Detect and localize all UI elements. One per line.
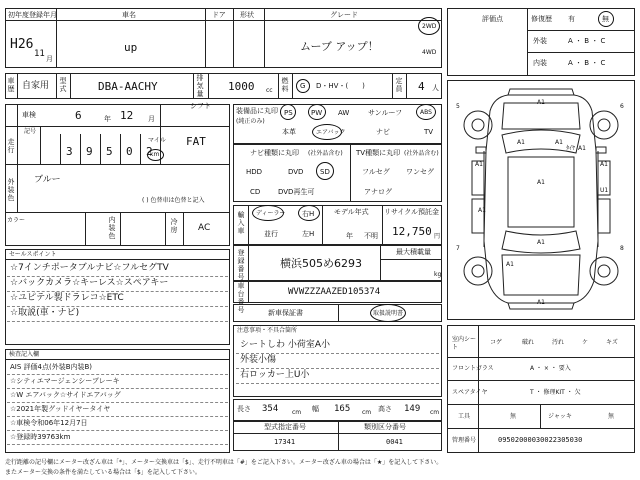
new-car-warranty: 新車保証書 bbox=[268, 309, 303, 317]
max-load-unit: kg bbox=[434, 271, 442, 278]
notes-label: 注意事項・不具合箇所 bbox=[237, 327, 298, 334]
footer-line-2: またメーター交換の条件を満たしている場合は「$」を記入して下さい。 bbox=[5, 469, 201, 476]
tools-label: 工具 bbox=[458, 413, 471, 420]
model-value: DBA-AACHY bbox=[98, 80, 158, 93]
equipment-label: 装備品に丸印 bbox=[236, 107, 278, 115]
class-value: 0041 bbox=[386, 438, 403, 446]
navi-dvd: DVD bbox=[288, 168, 304, 176]
rating-label: 評価点 bbox=[482, 15, 503, 23]
front-glass-label: フロントガラス bbox=[452, 365, 494, 372]
model-year-unit: 年 bbox=[346, 232, 353, 240]
disp-value: 1000 bbox=[228, 80, 255, 93]
cap-label: 定員 bbox=[395, 77, 403, 93]
mark-6: A1 bbox=[537, 179, 545, 186]
inspector-label: 検査記入欄 bbox=[9, 351, 40, 358]
fuel-label: 燃料 bbox=[281, 77, 289, 93]
tv-fullseg: フルセグ bbox=[362, 168, 390, 176]
drive-4wd: 4WD bbox=[422, 49, 437, 56]
model-year-unknown: 不明 bbox=[364, 232, 378, 240]
repair-no: 無 bbox=[602, 15, 609, 23]
inspection-year-unit: 年 bbox=[104, 115, 111, 123]
recycle-yen: 円 bbox=[434, 233, 441, 240]
tire-mark: A1 bbox=[578, 145, 586, 152]
seat-kizu: キズ bbox=[606, 339, 618, 346]
seat-yabure: 破れ bbox=[522, 339, 535, 346]
mark-4: A1 bbox=[475, 161, 483, 168]
mark-9: A1 bbox=[537, 239, 545, 246]
fuel-rest: D・HV・( ) bbox=[316, 82, 365, 90]
width-unit: cm bbox=[362, 409, 372, 416]
length-label: 長さ bbox=[237, 405, 251, 413]
car-diagram bbox=[448, 81, 634, 319]
mark-7: A1 bbox=[478, 207, 486, 214]
point-4: ☆取説(車・ナビ) bbox=[10, 308, 80, 318]
cap-unit: 人 bbox=[432, 84, 439, 92]
inspector-item-4: ☆2021年製グッドイヤータイヤ bbox=[10, 405, 111, 413]
width-value: 165 bbox=[334, 404, 351, 414]
max-load-label: 最大積載量 bbox=[396, 248, 431, 256]
navi-sd: SD bbox=[320, 168, 330, 176]
car-name: up bbox=[124, 41, 138, 54]
vin-value: WVWZZZAAZED105374 bbox=[288, 287, 381, 297]
mileage-memo-label: 記号 bbox=[24, 128, 37, 135]
inspector-item-3: ☆W エアバック☆サイドエアバッグ bbox=[10, 391, 121, 399]
equipment-sub: (純正のみ) bbox=[236, 118, 265, 125]
type-value: 17341 bbox=[274, 438, 296, 446]
equip-abs: ABS bbox=[420, 109, 432, 116]
mark-5: A1 bbox=[600, 161, 608, 168]
diagram-n8: 8 bbox=[620, 245, 624, 252]
import-label: 輸入車 bbox=[237, 211, 245, 235]
grade-value: ムーブ アップ！ bbox=[300, 40, 379, 53]
disp-unit: cc bbox=[266, 87, 273, 94]
diagram-n6: 6 bbox=[620, 103, 624, 110]
shift-value: FAT bbox=[186, 135, 206, 148]
exterior-label: 外装 bbox=[533, 37, 547, 45]
note-3: 右ロッカー上U小 bbox=[240, 370, 310, 380]
mark-2: A1 bbox=[517, 139, 525, 146]
points-label: セールスポイント bbox=[9, 251, 57, 258]
mark-10: A1 bbox=[506, 261, 514, 268]
use-label: 車歴 bbox=[7, 77, 15, 93]
door-label: ドア bbox=[212, 11, 226, 19]
grade-label: グレード bbox=[330, 11, 358, 19]
tv-oneseg: ワンセグ bbox=[406, 168, 434, 176]
point-1: ☆7インチポータブルナビ☆フルセグTV bbox=[10, 263, 169, 273]
equip-tv: TV bbox=[424, 128, 434, 136]
import-dealer: ディーラー bbox=[256, 210, 286, 217]
length-unit: cm bbox=[292, 409, 302, 416]
disp-label: 排気量 bbox=[196, 74, 204, 98]
mileage-digit-5: 2 bbox=[146, 145, 153, 158]
type-label: 型式指定番号 bbox=[264, 423, 306, 431]
height-label: 高さ bbox=[378, 405, 392, 413]
name-label: 車名 bbox=[122, 11, 136, 19]
navi-dvd-play: DVD再生可 bbox=[278, 188, 315, 196]
jack-value: 無 bbox=[608, 413, 615, 420]
shift-label: シフト bbox=[190, 102, 211, 110]
model-label: 型式 bbox=[59, 77, 67, 93]
mileage-digit-3: 5 bbox=[106, 145, 113, 158]
inspection-month: 12 bbox=[120, 109, 134, 122]
footer-line-1: 走行距離の記号欄にメーター改ざん車は「*」、メーター交換車は「$」、走行不明車は「#」をご記入下さい。メーター改ざん車の場合は「★」を記入して下さい。 bbox=[5, 459, 443, 466]
model-year-label: モデル年式 bbox=[334, 208, 369, 216]
inspection-month-unit: 月 bbox=[148, 115, 155, 123]
equip-pw: PW bbox=[311, 109, 323, 117]
navi-sub: (社外品含む) bbox=[308, 150, 343, 157]
tv-sub: (社外品含む) bbox=[404, 150, 439, 157]
height-value: 149 bbox=[404, 404, 421, 414]
plate-value: 横浜505め6293 bbox=[280, 257, 362, 270]
navi-cd: CD bbox=[250, 188, 261, 196]
length-value: 354 bbox=[262, 404, 279, 414]
color-label: 外装色 bbox=[7, 178, 15, 202]
height-unit: cm bbox=[430, 409, 440, 416]
inspector-item-1: AIS 評価4点(外装B内装B) bbox=[10, 363, 93, 371]
spare-label: スペアタイヤ bbox=[452, 389, 488, 396]
note-1: シートしわ 小荷室A小 bbox=[240, 340, 331, 350]
exterior-grades: A ・ B ・ C bbox=[568, 37, 606, 45]
diagram-n5: 5 bbox=[456, 103, 460, 110]
mileage-mile: マイル bbox=[148, 137, 166, 144]
mark-8: U1 bbox=[600, 187, 609, 194]
mileage-digit-1: 3 bbox=[66, 145, 73, 158]
repair-yes: 有 bbox=[568, 15, 575, 23]
mileage-digit-4: 0 bbox=[126, 145, 133, 158]
front-glass-items: A ・ × ・ 要入 bbox=[530, 365, 571, 372]
inspection-label: 車検 bbox=[22, 111, 36, 119]
interior-color-label: 内装色 bbox=[108, 216, 116, 240]
import-parallel: 並行 bbox=[264, 230, 278, 238]
repair-label: 修復歴 bbox=[531, 15, 552, 23]
inspection-year: 6 bbox=[75, 109, 82, 122]
tools-value: 無 bbox=[510, 413, 517, 420]
seat-koge: コゲ bbox=[490, 339, 503, 346]
color-code-label: カラー bbox=[7, 217, 26, 224]
point-3: ☆ユピテル製ドラレコ☆ETC bbox=[10, 293, 124, 303]
mark-11: A1 bbox=[537, 299, 545, 306]
class-label: 類別区分番号 bbox=[364, 423, 406, 431]
manage-value: 09502000030022305030 bbox=[498, 436, 583, 444]
navi-hdd: HDD bbox=[246, 168, 263, 176]
drive-2wd: 2WD bbox=[422, 23, 437, 30]
plate-label: 登録番号 bbox=[237, 249, 245, 281]
seat-yogore: 汚れ bbox=[552, 339, 565, 346]
equip-sunroof: サンルーフ bbox=[368, 109, 403, 117]
reg-label: 初年度登録年月 bbox=[8, 11, 57, 19]
inspector-item-6: ☆登録時39763km bbox=[10, 433, 71, 441]
interior-seat-label: 室内シート bbox=[452, 336, 477, 351]
equip-airbag: エアバック bbox=[316, 129, 346, 136]
reg-month: 11 bbox=[34, 49, 45, 59]
reg-month-unit: 月 bbox=[46, 55, 53, 63]
equip-ps: PS bbox=[284, 109, 293, 117]
mileage-unit: km bbox=[150, 151, 160, 158]
mark-3: A1 bbox=[555, 139, 563, 146]
equip-aw: AW bbox=[338, 109, 350, 117]
color-value: ブルー bbox=[34, 175, 61, 185]
color-note: ( ) 色替車は色替と記入 bbox=[142, 197, 205, 204]
interior-grades: A ・ B ・ C bbox=[568, 59, 606, 67]
mileage-digit-2: 9 bbox=[86, 145, 93, 158]
tv-analog: アナログ bbox=[364, 188, 392, 196]
point-2: ☆バックカメラ☆キーレス☆スペアキー bbox=[10, 278, 169, 288]
jack-label: ジャッキ bbox=[548, 413, 572, 420]
shape-label: 形状 bbox=[240, 11, 254, 19]
inspector-item-2: ☆シティエマージェンシーブレーキ bbox=[10, 377, 120, 385]
mileage-label: 走行 bbox=[7, 138, 15, 154]
fuel-g: G bbox=[300, 82, 306, 90]
ac-label: 冷房 bbox=[170, 218, 178, 234]
cap-value: 4 bbox=[418, 80, 425, 93]
diagram-n7: 7 bbox=[456, 245, 460, 252]
equip-leather: 本革 bbox=[282, 128, 296, 136]
vin-label: 車台番号 bbox=[237, 282, 245, 314]
recycle-label: リサイクル預託金 bbox=[384, 208, 440, 216]
equip-navi: ナビ bbox=[376, 128, 390, 136]
seat-ke: ケ bbox=[582, 339, 589, 346]
interior-label: 内装 bbox=[533, 59, 547, 67]
spare-items: T ・ 修理KIT ・ 欠 bbox=[530, 389, 581, 396]
width-label: 幅 bbox=[312, 405, 319, 413]
tv-label: TV種類に丸印 bbox=[356, 149, 401, 157]
inspector-item-5: ☆車検令和06年12月7日 bbox=[10, 419, 88, 427]
tire-label: ﾀｲﾔ bbox=[566, 145, 576, 152]
manage-label: 管理番号 bbox=[452, 437, 477, 444]
mark-1: A1 bbox=[537, 99, 545, 106]
ac-value: AC bbox=[198, 223, 211, 233]
navi-label: ナビ種類に丸印 bbox=[250, 149, 299, 157]
note-2: 外装小傷 bbox=[240, 355, 277, 365]
recycle-value: 12,750 bbox=[392, 225, 432, 238]
import-right: 右H bbox=[302, 210, 315, 218]
manual-label: 取扱説明書 bbox=[373, 310, 404, 317]
import-left: 左H bbox=[302, 230, 315, 238]
use-value: 自家用 bbox=[22, 81, 50, 91]
reg-year: H26 bbox=[10, 37, 34, 52]
